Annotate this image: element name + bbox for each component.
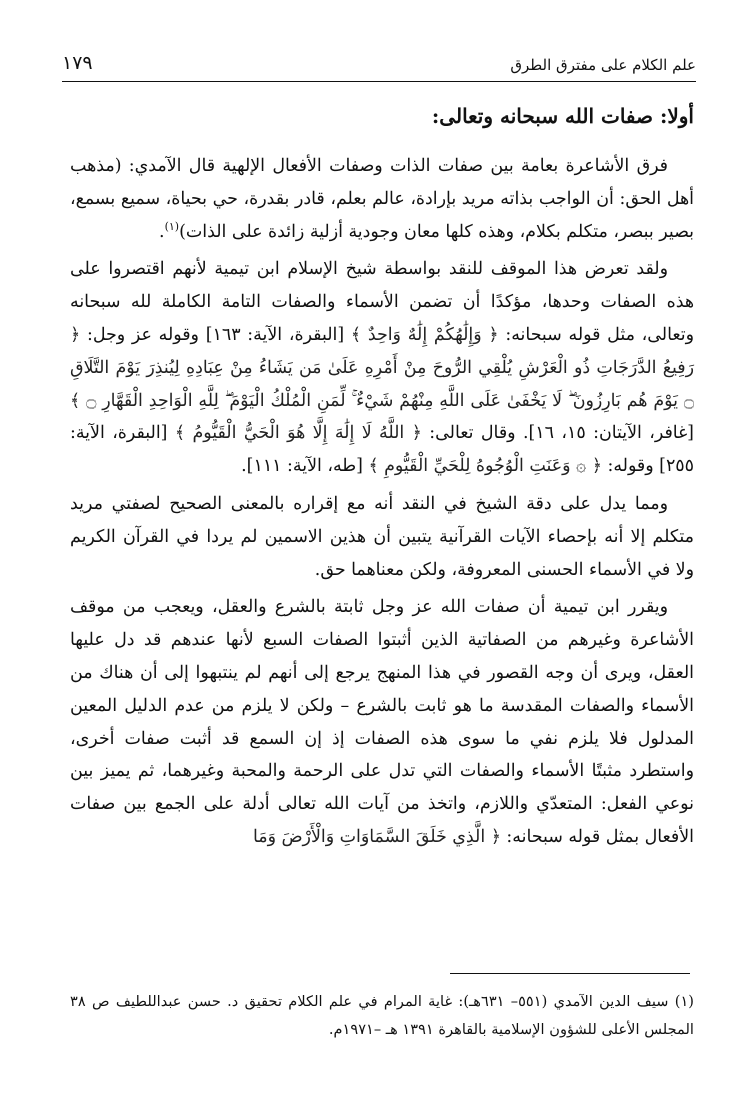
paragraph-text: [البقرة، الآية: ١٦٣] وقوله عز وجل: — [80, 324, 351, 345]
header-rule — [62, 81, 696, 82]
page-number: ١٧٩ — [62, 52, 93, 74]
paragraph-text: . — [159, 221, 165, 242]
quran-verse: ﴿ اللَّهُ لَا إِلَٰهَ إِلَّا هُوَ الْحَيُّ الْقَيُّومُ ﴾ — [174, 423, 422, 444]
paragraph — [70, 591, 694, 853]
paragraph — [70, 488, 694, 586]
paragraph-text: ولقد تعرض هذا الموقف للنقد بواسطة شيخ الإسلام ابن تيمية لأنهم اقتصروا على هذه الصفات وحدها، مؤكدًا أن تضمن الأسماء والصفات التامة الكاملة لله سبحانه وتعالى، مثل قوله سبحانه: — [70, 259, 695, 345]
quran-verse: ﴿ ۞ وَعَنَتِ الْوُجُوهُ لِلْحَيِّ الْقَيُّومِ ﴾ — [368, 456, 602, 477]
running-title: علم الكلام على مفترق الطرق — [510, 56, 696, 74]
footnote-marker[interactable]: (١) — [164, 219, 180, 233]
page-header — [62, 52, 696, 82]
paragraph-text: [البقرة، الآية: ٢٥٥] وقوله: — [70, 423, 694, 477]
quran-verse: ﴿ وَإِلَٰهُكُمْ إِلَٰهٌ وَاحِدٌ ﴾ — [350, 324, 499, 345]
paragraph-text: فرق الأشاعرة بعامة بين صفات الذات وصفات الأفعال الإلهية قال الآمدي: (مذهب أهل الحق: أن الواجب بذاته مريد بإرادة، عالم بعلم، قادر بقدرة، حي بحياة، سميع بسمع، بصير ببصر، متكلم بكلام، وهذه كلها معان وجودية أزلية زائدة على الذات) — [70, 156, 694, 242]
section-heading: أولا: صفات الله سبحانه وتعالى: — [431, 104, 694, 128]
paragraph-text: [طه، الآية: ١١١]. — [241, 456, 369, 477]
quran-verse: ﴿ الَّذِي خَلَقَ السَّمَاوَاتِ وَالْأَرْضَ وَمَا — [252, 826, 501, 847]
paragraph-text: ويقرر ابن تيمية أن صفات الله عز وجل ثابتة بالشرع والعقل، ويعجب من موقف الأشاعرة وغيرهم من الصفاتية الذين أثبتوا الصفات السبع لأنها عندهم قد دل عليها العقل، ويرى أن وجه القصور في هذا المنهج يرجع إلى أنهم لم ينتبهوا إلى أن هناك من الأسماء والصفات المقدسة ما هو ثابت بالشرع – ولكن لا يلزم من عدم الدليل المعين المدلول فلا يلزم نفي ما سوى هذه الصفات إذ إن السمع قد أثبت صفات أخرى، واستطرد مثبتًا الأسماء والصفات التي تدل على الرحمة والمحبة وغيرهما، ثم يميز بين نوعي الفعل: المتعدّي واللازم، واتخذ من آيات الله تعالى أدلة على الجمع بين صفات الأفعال بمثل قوله سبحانه: — [70, 597, 694, 847]
footnote: (١) سيف الدين الآمدي (٥٥١– ٦٣١هـ): غاية المرام في علم الكلام تحقيق د. حسن عبداللطيف ص ٣٨ المجلس الأعلى للشؤون الإسلامية بالقاهرة ١٣٩١ هـ –١٩٧١م. — [70, 993, 694, 1038]
paragraph-text: [غافر، الآيتان: ١٥، ١٦]. وقال تعالى: — [421, 423, 694, 444]
footnote-separator — [450, 973, 690, 974]
quran-verse: ﴿ رَفِيعُ الدَّرَجَاتِ ذُو الْعَرْشِ يُلْقِي الرُّوحَ مِنْ أَمْرِهِ عَلَىٰ مَن يَشَاءُ مِنْ عِبَادِهِ لِيُنذِرَ يَوْمَ التَّلَاقِ ۝ يَوْمَ هُم بَارِزُونَ ۖ لَا يَخْفَىٰ عَلَى اللَّهِ مِنْهُمْ شَيْءٌ ۚ لِّمَنِ الْمُلْكُ الْيَوْمَ ۖ لِلَّهِ الْوَاحِدِ الْقَهَّارِ ۝ ﴾ — [70, 324, 695, 411]
paragraph-text: ومما يدل على دقة الشيخ في النقد أنه مع إقراره بالمعنى الصحيح لصفتي مريد متكلم إلا أنه بإحصاء الآيات القرآنية يتبين أن هذين الاسمين لم يردا في القرآن الكريم ولا في الأسماء الحسنى المعروفة، ولكن معناهما حق. — [70, 493, 694, 580]
body-text — [70, 150, 694, 859]
paragraph — [70, 150, 694, 248]
paragraph — [70, 253, 694, 483]
